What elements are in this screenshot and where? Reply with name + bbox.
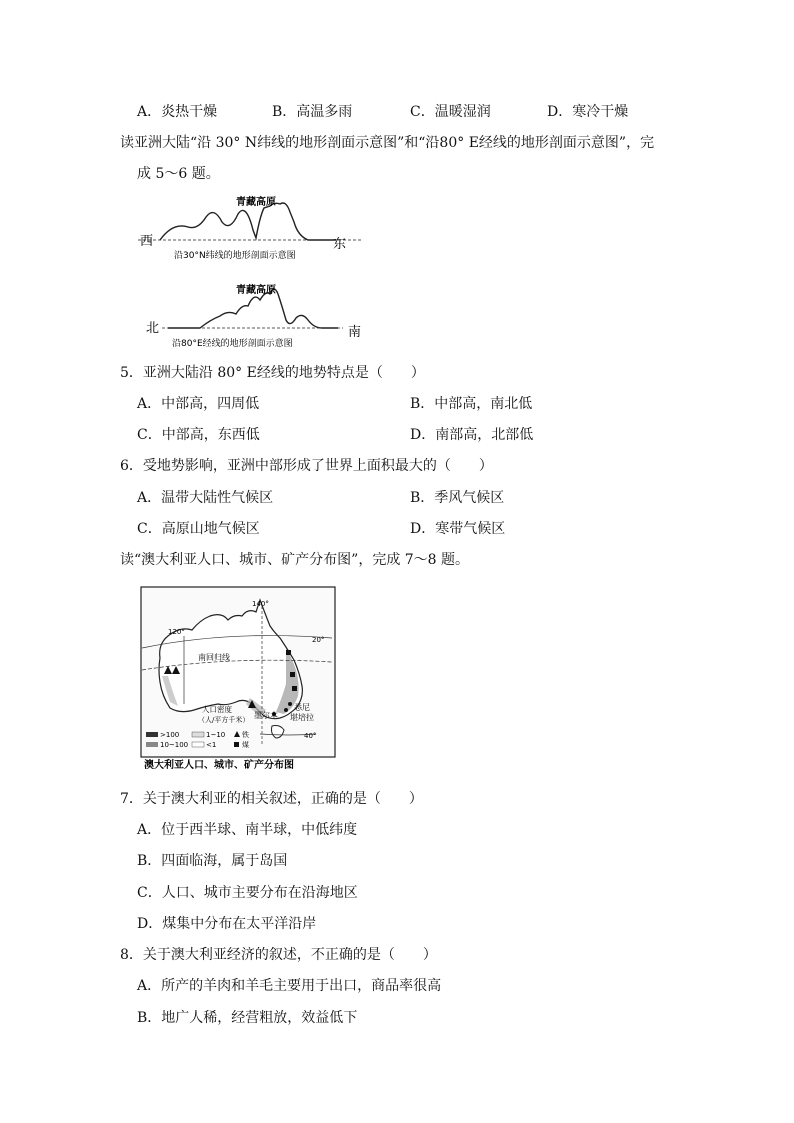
q7-option-c: C．人口、城市主要分布在沿海地区	[137, 885, 358, 901]
profile-80e-north: 北	[146, 321, 160, 336]
q4-option-a: A．炎热干燥	[137, 104, 218, 120]
profile-30n-west: 西	[140, 234, 154, 249]
legend-coal: 煤	[242, 741, 249, 749]
coal-marker	[292, 686, 297, 691]
legend-item-2: 1~10	[206, 731, 226, 739]
intro-5-6-line1: 读亚洲大陆“沿 30° N纬线的地形剖面示意图”和“沿80° E经线的地形剖面示意图”，完	[120, 135, 655, 151]
legend-title: 人口密度	[202, 705, 232, 714]
city-canberra: 堪培拉	[290, 713, 314, 722]
map-caption: 澳大利亚人口、城市、矿产分布图	[144, 760, 294, 771]
city-sydney: 悉尼	[294, 703, 310, 712]
q7-stem: 7．关于澳大利亚的相关叙述，正确的是（ ）	[120, 791, 423, 807]
q6-option-d: D．寒带气候区	[410, 521, 506, 537]
city-dot	[288, 702, 292, 706]
intro-7-8: 读“澳大利亚人口、城市、矿产分布图”，完成 7～8 题。	[120, 552, 470, 568]
q6-option-b: B．季风气候区	[410, 490, 505, 506]
tropic-label: 南回归线	[198, 653, 230, 662]
lat-40-label: 40°	[304, 732, 317, 740]
q4-option-b: B．高温多雨	[272, 104, 353, 120]
coal-marker	[290, 672, 295, 677]
city-melbourne: 墨尔本	[254, 711, 278, 720]
q5-option-b: B．中部高，南北低	[410, 396, 533, 412]
profile-80e-peak-label: 青藏高原	[236, 285, 276, 296]
profile-30n-peak-label: 青藏高原	[236, 197, 276, 208]
profile-30n-east: 东	[333, 237, 347, 252]
profile-80e-south: 南	[348, 325, 362, 340]
city-dot	[284, 708, 288, 712]
q8-option-a: A．所产的羊肉和羊毛主要用于出口，商品率很高	[137, 978, 442, 994]
q6-stem: 6．受地势影响，亚洲中部形成了世界上面积最大的（ ）	[120, 458, 493, 474]
q5-option-a: A．中部高，四周低	[137, 396, 260, 412]
intro-5-6-line2: 成 5～6 题。	[137, 166, 220, 182]
profile-30n-line	[160, 203, 336, 240]
legend-iron: 铁	[242, 731, 249, 739]
q8-stem: 8．关于澳大利亚经济的叙述，不正确的是（ ）	[120, 947, 437, 963]
legend-unit: （人/平方千米）	[198, 716, 250, 724]
lon-140-label: 140°	[252, 600, 269, 608]
q6-option-c: C．高原山地气候区	[137, 521, 260, 537]
q8-option-b: B．地广人稀，经营粗放，效益低下	[137, 1010, 358, 1026]
legend-item-4: <1	[206, 741, 217, 749]
q5-option-d: D．南部高，北部低	[410, 427, 534, 443]
profile-30n-caption: 沿30°N纬线的地形剖面示意图	[174, 251, 296, 261]
q6-option-a: A．温带大陆性气候区	[137, 490, 274, 506]
australia-map-figure	[140, 586, 336, 772]
profile-80e-figure	[138, 280, 368, 350]
q4-option-c: C．温暖湿润	[410, 104, 491, 120]
q4-option-d: D．寒冷干燥	[547, 104, 629, 120]
lat-20-label: 20°	[312, 636, 325, 644]
profile-80e-caption: 沿80°E经线的地形剖面示意图	[172, 339, 293, 349]
legend-item-3: 10~100	[160, 741, 189, 749]
q7-option-b: B．四面临海，属于岛国	[137, 853, 288, 869]
legend-item-1: >100	[160, 731, 180, 739]
q7-option-a: A．位于西半球、南半球，中低纬度	[137, 822, 358, 838]
lon-120-label: 120°	[168, 628, 185, 636]
coal-marker	[286, 650, 291, 655]
q7-option-d: D．煤集中分布在太平洋沿岸	[137, 916, 317, 932]
q5-stem: 5．亚洲大陆沿 80° E经线的地势特点是（ ）	[120, 365, 425, 381]
profile-30n-figure	[138, 192, 368, 262]
q5-option-c: C．中部高，东西低	[137, 427, 260, 443]
